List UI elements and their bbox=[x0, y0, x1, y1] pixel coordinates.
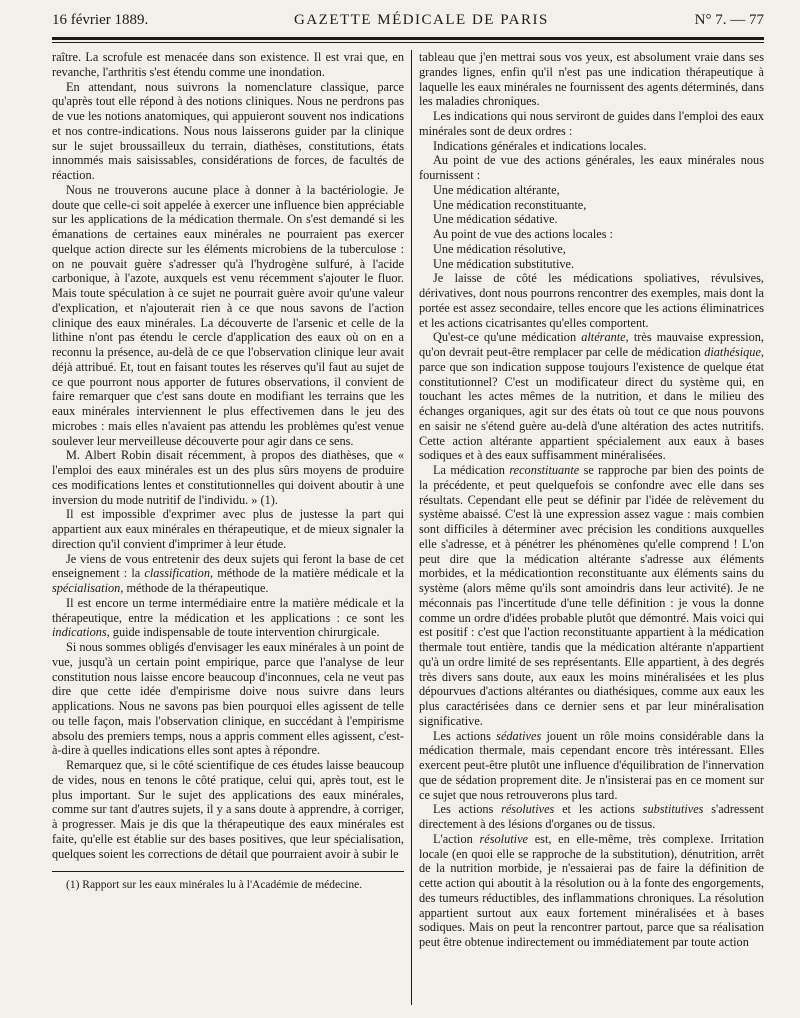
paragraph: Les actions résolutives et les actions substitutives s'adressent directement à des lésions d'organes ou de tissus. bbox=[419, 802, 764, 831]
paragraph: La médication reconstituante se rapproche par bien des points de la précédente, et peut quelquefois se confondre avec elle dans ses résultats. Cependant elle peut se définir par l'idée de relèvement du système abaissé. C'est là une expression assez vague : mais combien sont difficiles à déterminer avec précision les conditions auxquelles elle s'adresse, et à pénétrer les phénomènes qu'elle comprend ! L'on peut dire que la médication altérante s'adresse aux éléments morbides, et la médicationtion reconstituante aux éléments sains du système (alors même qu'ils sont amoindris dans leur activité). Je ne méconnais pas l'incertitude d'une telle définition : je vous la donne comme un ordre d'idées probable plutôt que démontré. Mais voici qui est positif : c'est que l'action reconstituante appartient à la médication thermale tout entière, tandis que la médication altérante n'appartient qu'à un ordre limité de ses représentants. Elle appartient, à des degrés très divers sans doute, aux eaux les moins minéralisées et les plus dépourvues d'actions altérantes ou diathésiques, comme aux eaux les plus caractérisées dans ce dernier sens et par leur minéralisation significative. bbox=[419, 463, 764, 728]
footnote: (1) Rapport sur les eaux minérales lu à l'Académie de médecine. bbox=[66, 879, 363, 892]
paragraph: Les actions sédatives jouent un rôle moins considérable dans la médication thermale, mais cependant encore très intéressant. Elles exercent peut-être plutôt une influence d'équilibration de l'innervation que de sédation proprement dite. Je n'insisterai pas en ce moment sur ce sujet que nous retrouverons plus tard. bbox=[419, 728, 764, 802]
paragraph: Indications générales et indications locales. bbox=[433, 138, 647, 153]
paragraph: Au point de vue des actions générales, les eaux minérales nous fournissent : bbox=[419, 153, 764, 182]
list-item: Une médication résolutive, bbox=[433, 241, 566, 256]
header-thin-rule bbox=[52, 42, 764, 43]
right-column bbox=[419, 50, 764, 1010]
paragraph: Je laisse de côté les médications spoliatives, révulsives, dérivatives, dont nous pourrons rencontrer des exemples, mais dont la portée est assez secondaire, telles encore que les actions éliminatrices et les actions cicatrisantes qu'elles comportent. bbox=[419, 271, 764, 330]
list-item: Une médication substitutive. bbox=[433, 256, 575, 271]
header-title: GAZETTE MÉDICALE DE PARIS bbox=[294, 12, 549, 28]
list-item: Une médication reconstituante, bbox=[433, 197, 587, 212]
paragraph: Il est encore un terme intermédiaire entre la matière médicale et la thérapeutique, entre la médication et les applications : ce sont les indications, guide indispensable de toute intervention chirurgicale. bbox=[52, 595, 404, 640]
paragraph: tableau que j'en mettrai sous vos yeux, est absolument vraie dans ses grandes lignes, enfin qu'il n'est pas une indication thérapeutique à laquelle les eaux minérales ne fournissent des agents déterminés, dans les maladies chroniques. bbox=[419, 50, 764, 109]
list-item: Au point de vue des actions locales : bbox=[433, 227, 613, 241]
header-date: 16 février 1889. bbox=[52, 12, 149, 28]
paragraph: Il est impossible d'exprimer avec plus de justesse la part qui appartient aux eaux minérales en thérapeutique, et de mieux signaler la direction qu'il convient d'imprimer à leur étude. bbox=[52, 507, 404, 551]
left-column bbox=[52, 50, 404, 1010]
column-divider bbox=[411, 50, 412, 1005]
paragraph: Si nous sommes obligés d'envisager les eaux minérales à un point de vue, jusqu'à un certain point empirique, parce que l'analyse de leur constitution nous laisse encore beaucoup d'inconnues, cela ne veut pas dire que cette idée d'empirisme doive nous suivre dans leurs applications. Nous ne savons pas bien pourquoi elles agissent de telle ou telle façon, mais l'observation clinique, en succédant à l'empirisme absolu des premiers temps, nous a appris comment elles agissent, c'est-à-dire à quelles indications elles sont aptes à répondre. bbox=[52, 640, 404, 758]
paragraph: En attendant, nous suivrons la nomenclature classique, parce qu'après tout elle répond à des notions cliniques. Nous ne perdrons pas de vue les notions anatomiques, qui appuieront souvent nos indications et nos contre-indications. Nous nous laisserons guider par la clinique sur le sujet broussailleux du terrain, diathèses, constitutions, états innommés mais saisissables, considérations de forces, de facultés de réaction. bbox=[52, 79, 404, 182]
paragraph: Je viens de vous entretenir des deux sujets qui feront la base de cet enseignement : la classification, méthode de la matière médicale et la spécialisation, méthode de la thérapeutique. bbox=[52, 551, 404, 595]
footnote-separator bbox=[52, 871, 404, 872]
header-thick-rule bbox=[52, 37, 764, 40]
paragraph: raître. La scrofule est menacée dans son existence. Il est vrai que, en revanche, l'arthritis s'est étendu comme une inondation. bbox=[52, 50, 404, 79]
header-issue: N° 7. — 77 bbox=[694, 12, 764, 28]
paragraph: Qu'est-ce qu'une médication altérante, très mauvaise expression, qu'on devrait peut-être remplacer par celle de médication diathésique, parce que son indication suppose toujours l'existence de quelque état constitutionnel? C'est un modificateur direct du système qui, en touchant les actes mêmes de la nutrition, et dans le milieu des échanges organiques, agit sur des états où tout ce que nous pouvons en saisir ne s'étend guère au-delà d'une altération des actes nutritifs. Cette action altérante appartient spécialement aux eaux à bases sodiques et à des eaux suffisamment minéralisées. bbox=[419, 330, 764, 463]
paragraph: L'action résolutive est, en elle-même, très complexe. Irritation locale (en quoi elle se rapproche de la substitution), dénutrition, arrêt de la nutrition morbide, je n'essaierai pas de faire la définition de cette action qui aboutit à la résolution ou à la fonte des engorgements, des tumeurs réductibles, des inflammations chroniques. La résolution appartient surtout aux eaux fortement minéralisées et à bases sodiques. Mais on peut la rencontrer partout, parce que sa réalisation peut être obtenue indirectement ou immédiatement par toute action bbox=[419, 831, 764, 949]
page-header bbox=[52, 12, 764, 34]
paragraph: Les indications qui nous serviront de guides dans l'emploi des eaux minérales sont de deux ordres : bbox=[419, 109, 764, 138]
paragraph: Remarquez que, si le côté scientifique de ces études laisse beaucoup de vides, nous en tenons le côté pratique, celui qui, après tout, est le plus important. Sur le sujet des applications des eaux minérales, comme sur tant d'autres sujets, il y a sans doute à apprendre, à corriger, à progresser. Mais je dis que la thérapeutique des eaux minérales est faite, qu'elle est établie sur des bases positives, que leur spécialisation, quelques soient les corrections de détail que pourraient avoir à subir le bbox=[52, 758, 404, 861]
paragraph: M. Albert Robin disait récemment, à propos des diathèses, que « l'emploi des eaux minérales est un des plus sûrs moyens de produire ces modifications lentes et constitutionnelles qui doivent aboutir à une inversion du mode nutritif de l'individu. » (1). bbox=[52, 448, 404, 507]
paragraph: Nous ne trouverons aucune place à donner à la bactériologie. Je doute que celle-ci soit appelée à exercer une influence bien appréciable sur les applications de la médication thermale. On s'est demandé si les émanations de certaines eaux minérales ne pourraient pas exercer quelque action directe sur les éléments microbiens de la tuberculose : on ne pouvait guère s'adresser qu'à l'hydrogène sulfuré, à l'acide carbonique, à l'azote, auxquels est venu récemment s'ajouter le fluor. Mais toute spéculation à ce sujet ne pourrait guère avoir qu'une valeur d'explication, et n'ajouterait rien à ce que nous savons de l'action clinique des eaux minérales. La découverte de l'arsenic et celle de la lithine n'ont pas étendu le cercle d'application des eaux où on en a reconnu la présence, au-delà de ce que l'observation clinique leur avait déjà attribué. Et, tout en faisant toutes les réserves qu'il faut au sujet de ce que pourront nous apporter de futures observations, il convient de faire remarquer que c'est sans doute en modifiant les terrains que les eaux minérales interviennent le plus effectivemen dans le jeu des microbes : mais elles n'avaient pas attendu les problèmes qu'est venue soulever leur merveilleuse découverte pour agir dans ce sens. bbox=[52, 182, 404, 448]
list-item: Une médication sédative. bbox=[433, 212, 558, 227]
list-item: Une médication altérante, bbox=[433, 182, 560, 197]
